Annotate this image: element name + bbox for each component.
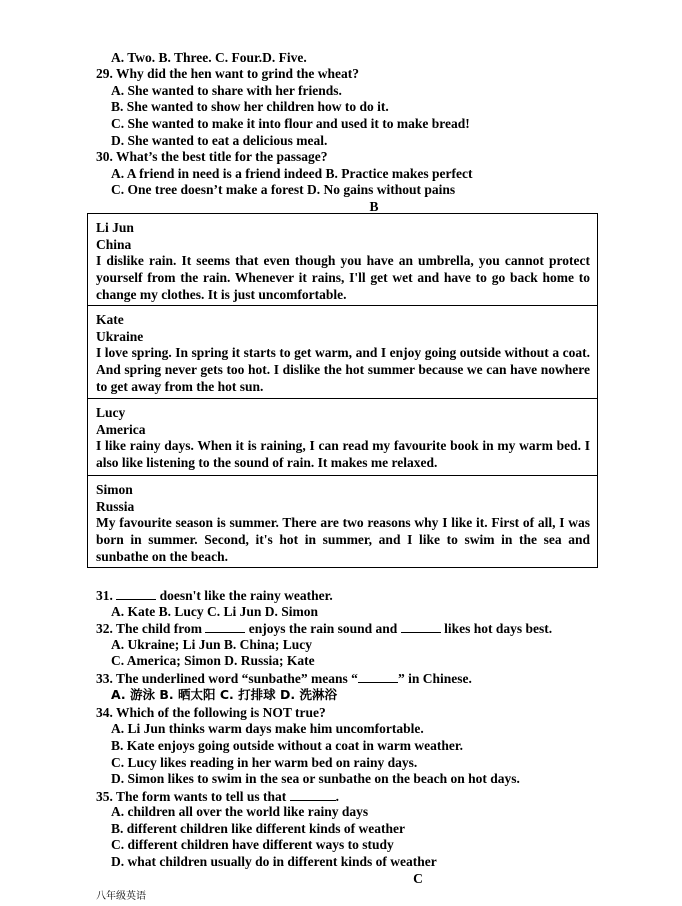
q34-option-a: A. Li Jun thinks warm days make him uncomfortable. [111,721,424,736]
q31-stem [96,587,333,605]
person-name: Simon [96,482,133,497]
q35-option-d: D. what children usually do in different kinds of weather [111,854,437,869]
q29-stem: 29. Why did the hen want to grind the wheat? [96,66,360,81]
q32-options-ab: A. Ukraine; Li Jun B. China; Lucy [111,637,313,652]
q32-stem [96,620,552,638]
person-country: Russia [96,498,135,514]
page-footer: 八年级英语 [96,891,146,902]
q33-stem-pre: 33. The underlined word “sunbathe” means “ [96,671,358,686]
answer-blank [290,788,336,801]
q32-stem-mid: enjoys the rain sound and [245,621,401,636]
q35-option-b: B. different children like different kinds of weather [111,821,405,836]
q28-options: A. Two. B. Three. C. Four.D. Five. [111,50,307,65]
person-row-li-jun [88,214,597,305]
q30-options-cd: C. One tree doesn’t make a forest D. No gains without pains [111,182,456,197]
person-country: Ukraine [96,328,144,344]
answer-blank [358,670,398,683]
q31-stem-text: doesn't like the rainy weather. [156,588,333,603]
person-text: I like rainy days. When it is raining, I can read my favourite book in my warm bed. I also like listening to the sound of rain. It makes me relaxed. [96,438,590,471]
q29-option-c: C. She wanted to make it into flour and used it to make bread! [111,116,470,131]
q32-options-cd: C. America; Simon D. Russia; Kate [111,653,315,668]
person-country: America [96,421,146,437]
person-name: Li Jun [96,220,134,235]
weather-opinions-table [87,213,598,568]
answer-blank [116,587,156,600]
q33-options: A. 游泳 B. 晒太阳 C. 打排球 D. 洗淋浴 [111,687,337,702]
q34-option-b: B. Kate enjoys going outside without a coat in warm weather. [111,738,463,753]
q35-stem-pre: 35. The form wants to tell us that [96,789,290,804]
q35-option-c: C. different children have different ways to study [111,837,394,852]
person-text: I dislike rain. It seems that even though you have an umbrella, you cannot protect yourself from the rain. Whenever it rains, I'll get wet and have to go back home to change my clothes. It is just uncomfortable. [96,253,590,302]
q33-stem [96,670,472,688]
q29-option-b: B. She wanted to show her children how to do it. [111,99,389,114]
q31-number: 31. [96,588,113,603]
q35-option-a: A. children all over the world like rainy days [111,804,369,819]
q29-option-d: D. She wanted to eat a delicious meal. [111,133,328,148]
q31-options: A. Kate B. Lucy C. Li Jun D. Simon [111,604,319,619]
q30-stem: 30. What’s the best title for the passage? [96,149,328,164]
q34-option-d: D. Simon likes to swim in the sea or sunbathe on the beach on hot days. [111,771,520,786]
q33-stem-post: ” in Chinese. [397,671,472,686]
person-row-lucy [88,398,597,475]
person-name: Kate [96,312,124,327]
q32-stem-post: likes hot days best. [440,621,553,636]
person-text: My favourite season is summer. There are two reasons why I like it. First of all, I was born in summer. Second, it's hot in summer, and I like to swim in the sea and sunbathe on the beach. [96,515,590,564]
q35-stem-post: . [335,789,339,804]
section-b-heading: B [369,199,379,214]
person-row-simon [88,475,597,567]
answer-blank [205,620,245,633]
person-text: I love spring. In spring it starts to get warm, and I enjoy going outside without a coat. And spring never gets too hot. I dislike the hot summer because we can have nowhere to get away from the hot sun. [96,345,590,394]
q30-options-ab: A. A friend in need is a friend indeed B. Practice makes perfect [111,166,473,181]
q29-option-a: A. She wanted to share with her friends. [111,83,342,98]
answer-blank [401,620,441,633]
q32-stem-pre: 32. The child from [96,621,206,636]
q34-stem: 34. Which of the following is NOT true? [96,705,326,720]
person-country: China [96,236,132,252]
section-c-heading: C [413,871,423,886]
person-row-kate [88,305,597,398]
q34-option-c: C. Lucy likes reading in her warm bed on rainy days. [111,755,418,770]
person-name: Lucy [96,405,126,420]
